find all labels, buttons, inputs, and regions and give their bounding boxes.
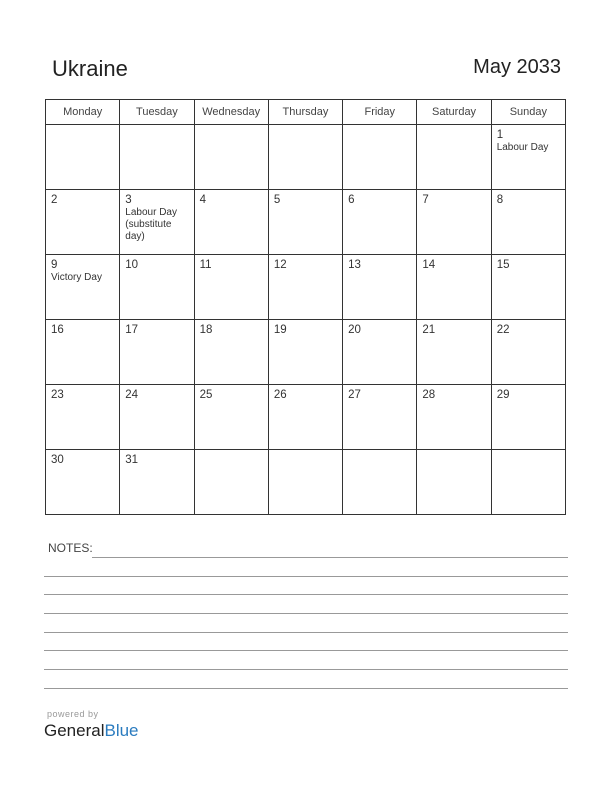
day-cell <box>491 320 565 385</box>
day-cell <box>343 450 417 515</box>
weekday-header: Saturday <box>417 100 491 125</box>
day-cell <box>46 320 120 385</box>
day-number: 22 <box>496 324 510 336</box>
day-number: 19 <box>273 324 287 336</box>
day-number: 23 <box>51 389 64 401</box>
day-number: 30 <box>51 454 64 466</box>
day-number: 8 <box>496 194 504 206</box>
day-cell <box>343 255 417 320</box>
day-cell <box>417 255 491 320</box>
day-cell <box>417 450 491 515</box>
day-number: 15 <box>496 259 510 271</box>
day-cell <box>194 255 268 320</box>
weekday-header: Thursday <box>268 100 342 125</box>
day-cell <box>417 385 491 450</box>
day-number: 13 <box>348 259 361 271</box>
day-cell <box>268 385 342 450</box>
notes-line <box>92 557 568 558</box>
day-cell <box>491 125 565 190</box>
day-cell <box>194 125 268 190</box>
notes-label: NOTES: <box>48 541 93 555</box>
day-cell <box>120 450 194 515</box>
day-number: 27 <box>348 389 361 401</box>
day-cell <box>120 190 194 255</box>
day-cell <box>491 450 565 515</box>
generalblue-logo[interactable] <box>44 721 139 741</box>
day-cell <box>46 125 120 190</box>
day-cell <box>417 320 491 385</box>
day-cell <box>120 320 194 385</box>
calendar-week-row <box>46 125 566 190</box>
calendar-grid <box>45 99 566 515</box>
day-cell <box>417 190 491 255</box>
day-cell <box>194 450 268 515</box>
weekday-header: Wednesday <box>194 100 268 125</box>
day-number: 14 <box>422 259 436 271</box>
weekday-header: Monday <box>46 100 120 125</box>
day-cell <box>343 190 417 255</box>
calendar-month: May 2033 <box>473 56 561 78</box>
day-cell <box>268 255 342 320</box>
day-cell <box>46 450 120 515</box>
notes-line <box>44 613 568 614</box>
day-number: 2 <box>51 194 58 206</box>
day-cell <box>194 190 268 255</box>
calendar-week-row <box>46 255 566 320</box>
day-cell <box>268 320 342 385</box>
day-cell <box>268 450 342 515</box>
day-cell <box>194 320 268 385</box>
day-number: 17 <box>125 324 139 336</box>
calendar-week-row <box>46 385 566 450</box>
day-cell <box>417 125 491 190</box>
day-number: 26 <box>273 389 287 401</box>
day-number: 11 <box>199 259 212 271</box>
day-cell <box>491 385 565 450</box>
notes-line <box>44 650 568 651</box>
day-number: 31 <box>125 454 139 466</box>
day-number: 6 <box>348 194 355 206</box>
day-number: 3 <box>125 194 132 206</box>
notes-line <box>44 576 568 577</box>
weekday-header-row <box>46 100 566 125</box>
day-cell <box>343 125 417 190</box>
day-number: 24 <box>125 389 139 401</box>
day-number: 29 <box>496 389 510 401</box>
day-cell <box>343 320 417 385</box>
brand-general-text: General <box>44 721 105 740</box>
day-number: 21 <box>422 324 436 336</box>
day-cell <box>268 125 342 190</box>
brand-blue-text: Blue <box>104 721 139 740</box>
powered-by-text: powered by <box>47 709 99 719</box>
day-cell <box>46 190 120 255</box>
notes-line <box>44 669 568 670</box>
day-cell <box>120 385 194 450</box>
day-cell <box>268 190 342 255</box>
day-number: 7 <box>422 194 429 206</box>
day-number: 5 <box>273 194 281 206</box>
day-cell <box>46 255 120 320</box>
day-number: 4 <box>199 194 206 206</box>
notes-line <box>44 688 568 689</box>
weekday-header: Tuesday <box>120 100 194 125</box>
day-number: 16 <box>51 324 64 336</box>
weekday-header: Sunday <box>491 100 565 125</box>
day-number: 1 <box>496 129 504 141</box>
weekday-header: Friday <box>343 100 417 125</box>
day-cell <box>46 385 120 450</box>
notes-line <box>44 632 568 633</box>
day-number: 9 <box>51 259 58 271</box>
day-number: 28 <box>422 389 436 401</box>
calendar-country: Ukraine <box>52 56 128 81</box>
notes-line <box>44 594 568 595</box>
day-number: 18 <box>199 324 213 336</box>
day-cell <box>194 385 268 450</box>
day-cell <box>120 255 194 320</box>
holiday-label: Victory Day <box>51 272 102 283</box>
day-number: 12 <box>273 259 287 271</box>
calendar-week-row <box>46 190 566 255</box>
day-cell <box>120 125 194 190</box>
calendar-week-row <box>46 450 566 515</box>
holiday-label: Labour Day (substitute day) <box>125 207 177 242</box>
holiday-label: Labour Day <box>496 142 549 153</box>
day-cell <box>491 255 565 320</box>
day-cell <box>343 385 417 450</box>
calendar-week-row <box>46 320 566 385</box>
day-number: 20 <box>348 324 361 336</box>
day-cell <box>491 190 565 255</box>
day-number: 10 <box>125 259 139 271</box>
day-number: 25 <box>199 389 213 401</box>
